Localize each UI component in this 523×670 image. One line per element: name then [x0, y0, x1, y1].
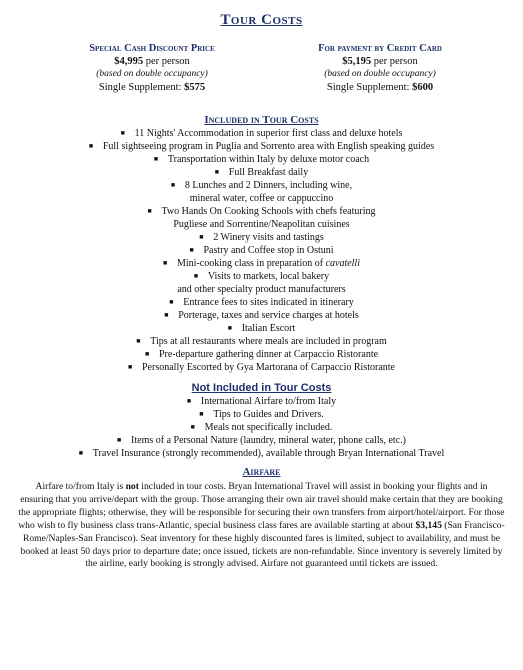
list-item: ■ Items of a Personal Nature (laundry, mineral water, phone calls, etc.) — [117, 435, 406, 446]
list-item: ■ Personally Escorted by Gya Martorana of Carpaccio Ristorante — [128, 362, 395, 373]
bullet-icon: ■ — [144, 350, 150, 358]
credit-supplement-amount: $600 — [412, 82, 434, 93]
bullet-icon: ■ — [78, 449, 83, 457]
credit-price-block — [270, 42, 490, 94]
not-included-list — [0, 395, 523, 460]
list-item-continuation: and other specialty product manufacturers — [177, 284, 346, 295]
list-item: ■ Full Breakfast daily — [214, 167, 309, 178]
list-item: ■ Two Hands On Cooking Schools with chefs featuring — [147, 206, 376, 217]
page-title: Tour Costs — [220, 12, 303, 28]
list-item: ■ Pre-departure gathering dinner at Carpaccio Ristorante — [144, 349, 379, 360]
bullet-icon: ■ — [214, 168, 220, 176]
list-item: ■ Entrance fees to sites indicated in itinerary — [169, 297, 354, 308]
included-heading: Included in Tour Costs — [204, 114, 319, 126]
cash-price-line — [42, 55, 262, 68]
cash-price-heading: Special Cash Discount Price — [89, 43, 215, 54]
list-item: ■ Meals not specifically included. — [190, 422, 333, 433]
bullet-icon: ■ — [190, 423, 195, 431]
list-item: ■ Mini-cooking class in preparation of cavatelli — [162, 258, 360, 269]
bullet-icon: ■ — [186, 397, 192, 405]
credit-price-note: (based on double occupancy) — [324, 69, 436, 79]
airfare-paragraph: Airfare to/from Italy is not included in tour costs. Bryan International Travel will assist in booking your flights and in ensuring that you arrive/depart with the group. Those arranging their own air travel should make certain that they are booking the appropriate flights; otherwise, they will be responsible for securing their own transfers from airport/hotel/airport. For those who wish to fly business class trans-Atlantic, special business class fares are available starting at about $3,145 (San Francisco-Rome/Naples-San Francisco). Seat inventory for these highly discounted fares is limited, subject to availability, and must be booked at least 50 days prior to departure date; once issued, tickets are non-refundable. Since inventory is severely limited by the airline, early booking is strongly advised. Airfare not guaranteed until tickets are issued. — [18, 481, 505, 570]
list-item: ■ Visits to markets, local bakery — [193, 271, 330, 282]
business-fare-price: $3,145 — [415, 519, 442, 531]
bullet-icon: ■ — [199, 410, 204, 418]
cavatelli-term: cavatelli — [325, 258, 360, 269]
bullet-icon: ■ — [169, 298, 174, 306]
list-item: ■ Travel Insurance (strongly recommended), available through Bryan International Travel — [78, 448, 445, 459]
list-item: ■ Transportation within Italy by deluxe motor coach — [153, 154, 370, 165]
cash-price-per: per person — [143, 56, 190, 67]
credit-price-per: per person — [371, 56, 418, 67]
list-item: ■ Tips to Guides and Drivers. — [199, 409, 324, 420]
bullet-icon: ■ — [117, 436, 122, 444]
list-item-continuation: Pugliese and Sorrentine/Neapolitan cuisines — [173, 219, 350, 230]
list-item: ■ Italian Escort — [227, 323, 296, 334]
bullet-icon: ■ — [147, 207, 152, 215]
list-item: ■ International Airfare to/from Italy — [186, 396, 337, 407]
bullet-icon: ■ — [153, 155, 159, 163]
airfare-not-emphasis: not — [125, 481, 139, 492]
bullet-icon: ■ — [164, 311, 169, 319]
not-included-heading: Not Included in Tour Costs — [191, 382, 332, 394]
list-item: ■ Porterage, taxes and service charges at hotels — [164, 310, 359, 321]
list-item: ■ Pastry and Coffee stop in Ostuni — [189, 245, 334, 256]
list-item: ■ 2 Winery visits and tastings — [199, 232, 324, 243]
list-item: ■ Full sightseeing program in Puglia and Sorrento area with English speaking guides — [88, 141, 435, 152]
credit-price-amount: $5,195 — [342, 56, 372, 67]
bullet-icon: ■ — [199, 233, 204, 241]
list-item: ■ 11 Nights' Accommodation in superior first class and deluxe hotels — [120, 128, 403, 139]
bullet-icon: ■ — [170, 181, 176, 189]
bullet-icon: ■ — [193, 272, 199, 280]
list-item: ■ Tips at all restaurants where meals are included in program — [136, 336, 387, 347]
included-list — [0, 127, 523, 374]
cash-price-note: (based on double occupancy) — [96, 69, 208, 79]
list-item: ■ 8 Lunches and 2 Dinners, including wine, — [170, 180, 353, 191]
airfare-heading: Airfare — [242, 466, 281, 478]
list-item-continuation: mineral water, coffee or cappuccino — [189, 193, 334, 204]
cash-supplement-line — [42, 81, 262, 94]
cash-price-amount: $4,995 — [114, 56, 144, 67]
bullet-icon: ■ — [128, 363, 133, 371]
bullet-icon: ■ — [162, 259, 168, 267]
bullet-icon: ■ — [136, 337, 141, 345]
cash-supplement-amount: $575 — [184, 82, 206, 93]
credit-supplement-line — [270, 81, 490, 94]
bullet-icon: ■ — [227, 324, 232, 332]
credit-price-line — [270, 55, 490, 68]
bullet-icon: ■ — [120, 129, 125, 137]
credit-supplement-label: Single Supplement: — [326, 82, 413, 93]
bullet-icon: ■ — [88, 142, 94, 150]
cash-supplement-label: Single Supplement: — [98, 82, 185, 93]
credit-price-heading: For payment by Credit Card — [318, 43, 442, 54]
bullet-icon: ■ — [189, 246, 194, 254]
cash-price-block — [42, 42, 262, 94]
